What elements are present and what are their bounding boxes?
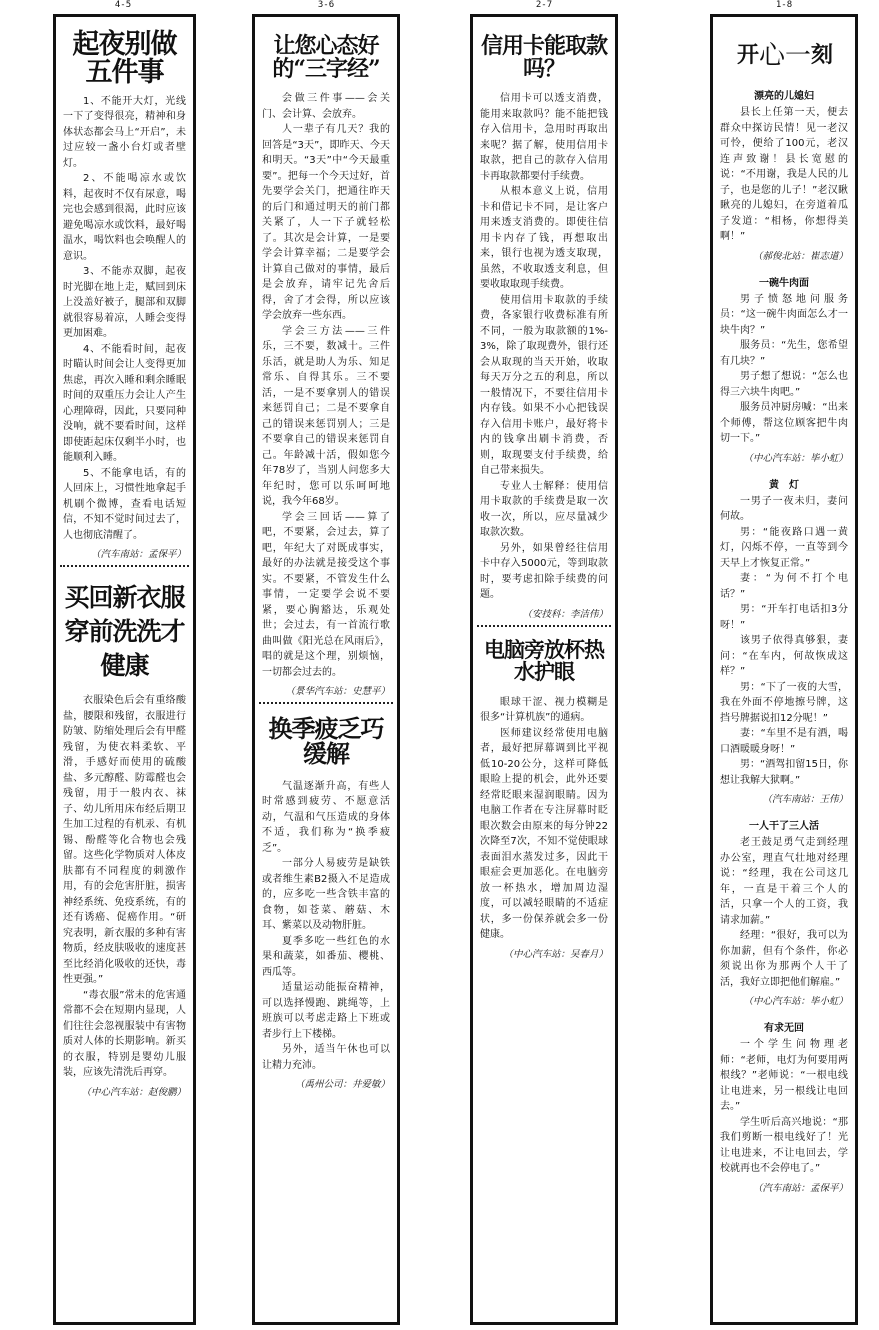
logo-char: 开 xyxy=(736,41,757,68)
joke-paragraph: 男：“酒驾扣留15日，你想让我解大狱啊。” xyxy=(720,759,848,786)
article-paragraph: 3、不能赤双脚，起夜时光脚在地上走，赋回到床上没盖好被子，腿部和双脚就很容易着凉，人睡会变得更加困难。 xyxy=(63,266,186,340)
article-source: （禹州公司：井爱敏） xyxy=(294,1079,390,1091)
joke-paragraph: 男：“能夜路口遇一黄灯，闪烁不停，一直等到今天早上才恢复正常。” xyxy=(720,526,848,569)
joke-paragraph: 男子愤怒地问服务员：“这一碗牛肉面怎么才一块牛肉？” xyxy=(720,293,848,336)
article-paragraph: 学会三回话——算了吧，不要紧，会过去，算了吧，年纪大了对既成事实，最好的办法就是接受这个事实。不要紧，不管发生什么事情，一定要学会说不要紧，要心胸豁达，乐观处世；会过去，有一首流行歌曲叫做《阳光总在风雨后》，唱的就是这个理，别烦恼，一切都会过去的。 xyxy=(262,511,390,678)
joke-paragraph: 服务员：“先生，您希望有几块？” xyxy=(720,340,848,367)
column-2-7 xyxy=(470,14,618,1325)
title-line: 穿前洗洗才健康 xyxy=(64,617,185,681)
joke-source: （汽车南站：王伟） xyxy=(762,794,848,805)
article-paragraph: 使用信用卡取款的手续费，各家银行收费标准有所不同，一般为取款额的1%-3%，除了取现费外，银行还会从取现的当天开始，收取每天万分之五的利息，所以一般情况下，不要往信用卡内存钱。如果不小心把钱误存入信用卡账户，最好将卡内的钱拿出刷卡消费，否则，取现要支付手续费，给自己带来损失。 xyxy=(480,294,608,477)
article-source: （中心汽车站：吴春月） xyxy=(503,948,608,960)
article-title: 让您心态好的“三字经” xyxy=(272,33,380,83)
page-number: 2-7 xyxy=(535,0,553,10)
joke-paragraph: 服务员冲厨房喊：“出来个师傅，帮这位顾客把牛肉切一下。” xyxy=(720,402,848,444)
logo-char: 心 xyxy=(758,40,783,71)
joke-paragraph: 学生听后高兴地说：“那我们剪断一根电线好了！光让电进来，不让电回去，学校就再也不会停电了。” xyxy=(720,1116,848,1174)
article-paragraph: 4、不能看时间，起夜时瞄认时间会让人变得更加焦虑，再次入睡和剩余睡眠时间的双重压力会让人产生心理障碍，因此，只要同种没响，就不要看时间，这样即使距起床仅剩半小时，也能顺利入睡。 xyxy=(63,343,186,464)
article-paragraph: 另外，如果曾经往信用卡中存入5000元，等到取款时，要考虑扣除手续费的问题。 xyxy=(480,542,608,601)
joke-paragraph: 经理：“很好，我可以为你加薪，但有个条件，你必须说出你为那两个人干了活，我好立即把他们解雇。” xyxy=(720,930,848,988)
column-4-5 xyxy=(53,14,196,1325)
article-paragraph: 医师建议经常使用电脑者，最好把屏幕调到比平视低10-20公分，这样可降低眼睑上提的机会，此外还要经常眨眼来湿润眼睛。因为电脑工作者在专注屏幕时眨眼次数会由原来的每分钟22次降至7次，不知不觉使眼球表面泪水蒸发过多，因此干眼症会更加恶化。在电脑旁放一杯热水，增加周边湿度，可以减轻眼睛的不适症状，多一份保养就会多一份健康。 xyxy=(480,727,608,941)
section-logo xyxy=(720,33,848,73)
article-paragraph: 5、不能拿电话，有的人回床上，习惯性地拿起手机刷个微博，查看电话短信，不知不觉时间过去了，人也彻底清醒了。 xyxy=(63,467,186,541)
article-source: （景华汽车站：史慧平） xyxy=(285,686,390,698)
joke-paragraph: 一男子一夜未归，妻问何故。 xyxy=(720,495,848,522)
article-title xyxy=(63,581,186,683)
page-number: 3-6 xyxy=(317,0,335,10)
article-source: （汽车南站：孟保平） xyxy=(90,549,186,561)
article-title: 换季疲乏巧缓解 xyxy=(268,714,384,769)
joke-title: 漂亮的儿媳妇 xyxy=(754,91,814,102)
column-3-6 xyxy=(252,14,400,1325)
title-line: 买回新衣服 xyxy=(64,583,185,613)
dotted-divider xyxy=(477,625,611,627)
joke-source: （中心汽车站：毕小虹） xyxy=(743,996,848,1007)
dotted-divider xyxy=(259,702,393,704)
joke-paragraph: 老王鼓足勇气走到经理办公室，理直气壮地对经理说：“经理，我在公司这几年，一直是干着三个人的活，只拿一个人的工资，我请求加薪。” xyxy=(720,837,848,926)
joke-paragraph: 男：“下了一夜的大雪，我在外面不停地擦号牌，这挡号牌据说扣12分呢！” xyxy=(720,681,848,724)
joke-source: （中心汽车站：毕小虹） xyxy=(743,452,848,464)
joke-source: （郝俊北站：崔志道） xyxy=(752,250,848,262)
joke-paragraph: 该男子依得真够狠，妻问：“在车内，何故恢成这样？” xyxy=(720,635,848,677)
joke-title: 黄 灯 xyxy=(769,479,799,491)
column-1-8 xyxy=(710,14,858,1325)
article-title: 起夜别做五件事 xyxy=(72,29,177,89)
page-number: 1-8 xyxy=(775,0,793,10)
article-paragraph: 2、不能喝凉水或饮料，起夜时不仅有尿意，喝完也会感到很渴，此时应该避免喝凉水或饮料，最好喝温水，喝饮料也会唤醒人的意识。 xyxy=(63,173,186,262)
dotted-divider xyxy=(60,565,189,567)
article-paragraph: 衣服染色后会有重络酸盐，腰限和残留，衣服进行防皱、防缩处理后会有甲醛残留，为使衣料柔软、平滑，手感好而使用的硫酸盐、多元醇醛、防霉醛也会残留，用于一般内衣、袜子、幼儿所用床布经后期卫生加工过程的有机汞、有机锡、酚醛等化合物也会残留。这些化学物质对人体皮肤都有不同程度的刺激作用，有的会危害肝脏，损害神经系统、免疫系统，有的还有诱癌、促癌作用。“研究表明，新衣服的多种有害物质，经皮肤吸收的速度甚至比经消化吸收的还快，毒性更强。” xyxy=(63,695,186,986)
article-title: 电脑旁放杯热水护眼 xyxy=(484,636,604,684)
article-paragraph: 会做三件事——会关门、会计算、会放弃。 xyxy=(262,93,390,120)
article-source: （中心汽车站：赵俊鹏） xyxy=(81,1086,186,1098)
article-paragraph: 人一辈子有几天？我的回答是“3天”，即昨天、今天和明天。“3天”中“今天最重要”。把每一个今天过好，首先要学会关门，把通往昨天的后门和通过明天的前门都关紧了，人一下子就轻松了。其次是会计算，一是要学会计算幸福；二是要学会计算自己做对的事情，最后是会放弃，请牢记先舍后得，舍了才会得，所以应该学会放弃一些东西。 xyxy=(262,124,390,322)
joke-paragraph: 妻：“为何不打个电话？” xyxy=(720,573,848,600)
logo-char: 一 xyxy=(785,40,810,71)
article-paragraph: “毒衣服”常未的危害通常都不会在短期内显现，人们往往会忽视服装中有害物质对人体的长期影响。新买的衣服，特别是婴幼儿服装，应该先清洗后再穿。 xyxy=(63,989,186,1079)
article-title: 信用卡能取款吗？ xyxy=(480,33,607,83)
article-paragraph: 气温逐渐升高，有些人时常感到疲劳、不愿意活动，气温和气压造成的身体不适，我们称为“换季疲乏”。 xyxy=(262,780,390,854)
article-paragraph: 一部分人易疲劳是缺铁或者维生素B2摄入不足造成的，应多吃一些含铁丰富的食物，如苍菜、蘑菇、木耳、紫菜以及动物肝脏。 xyxy=(262,858,390,932)
joke-title: 有求无回 xyxy=(764,1023,804,1034)
joke-paragraph: 男：“开车打电话扣3分呀！” xyxy=(720,604,848,631)
article-source: （安技科：李洁伟） xyxy=(522,608,608,620)
joke-title: 一人干了三人活 xyxy=(749,821,819,832)
article-paragraph: 夏季多吃一些红色的水果和蔬菜，如番茄、樱桃、西瓜等。 xyxy=(262,935,390,978)
joke-paragraph: 一个学生问物理老师：“老师，电灯为何要用两根线？”老师说：“一根电线让电进来，另一根线让电回去。” xyxy=(720,1039,848,1112)
joke-paragraph: 妻：“车里不是有酒，喝口酒暖暖身呀！” xyxy=(720,728,848,755)
page-number: 4-5 xyxy=(114,0,132,10)
article-paragraph: 适量运动能振奋精神，可以选择慢跑、跳绳等，上班族可以考虑走路上下班或者步行上下楼梯。 xyxy=(262,982,390,1040)
article-paragraph: 另外，适当午休也可以让精力充沛。 xyxy=(262,1044,390,1071)
joke-paragraph: 县长上任第一天，便去群众中探访民情！见一老汉可怜，便给了100元，老汉连声致谢！县长宽慰的说：“不用谢，我是人民的儿子，也是您的儿子！”老汉瞅瞅亮的儿媳妇，在旁道着瓜子发道：“相杨，你想得美啊！” xyxy=(720,107,848,242)
article-paragraph: 眼球干涩、视力模糊是很多“计算机族”的通病。 xyxy=(480,696,608,724)
joke-source: （汽车南站：孟保平） xyxy=(752,1182,848,1194)
article-paragraph: 1、不能开大灯，光线一下了变得很亮，精神和身体状态都会马上“开启”，未过应较一盏小台灯或者壁灯。 xyxy=(63,95,186,169)
article-paragraph: 学会三方法——三件乐，三不要，数减十。三件乐活，就是助人为乐、知足常乐、自得其乐。三不要活，一是不要拿别人的错误来惩罚自己；二是不要拿自己的错误来惩罚别人；三是不要拿自己的错误来惩罚自己。年龄减十活，假如您今年78岁了，当别人问您多大年纪时，您可以乐呵呵地说，我今年68岁。 xyxy=(262,325,390,508)
joke-title: 一碗牛肉面 xyxy=(759,277,809,289)
joke-paragraph: 男子想了想说：“怎么也得三六块牛肉吧。” xyxy=(720,371,848,398)
article-paragraph: 信用卡可以透支消费，能用来取款吗？能不能把钱存入信用卡，急用时再取出来呢？据了解，使用信用卡取款，把自己的款存入信用卡再取款都要付手续费。 xyxy=(480,93,608,182)
article-paragraph: 专业人士解释：使用信用卡取款的手续费是取一次收一次，所以，应尽量减少取款次数。 xyxy=(480,480,608,539)
article-paragraph: 从根本意义上说，信用卡和借记卡不同，是让客户用来透支消费的。即使往信用卡内存了钱，再想取出来，银行也视为透支取现，虽然，不收取透支利息，但要收取取现手续费。 xyxy=(480,186,608,291)
logo-char: 刻 xyxy=(811,41,832,68)
